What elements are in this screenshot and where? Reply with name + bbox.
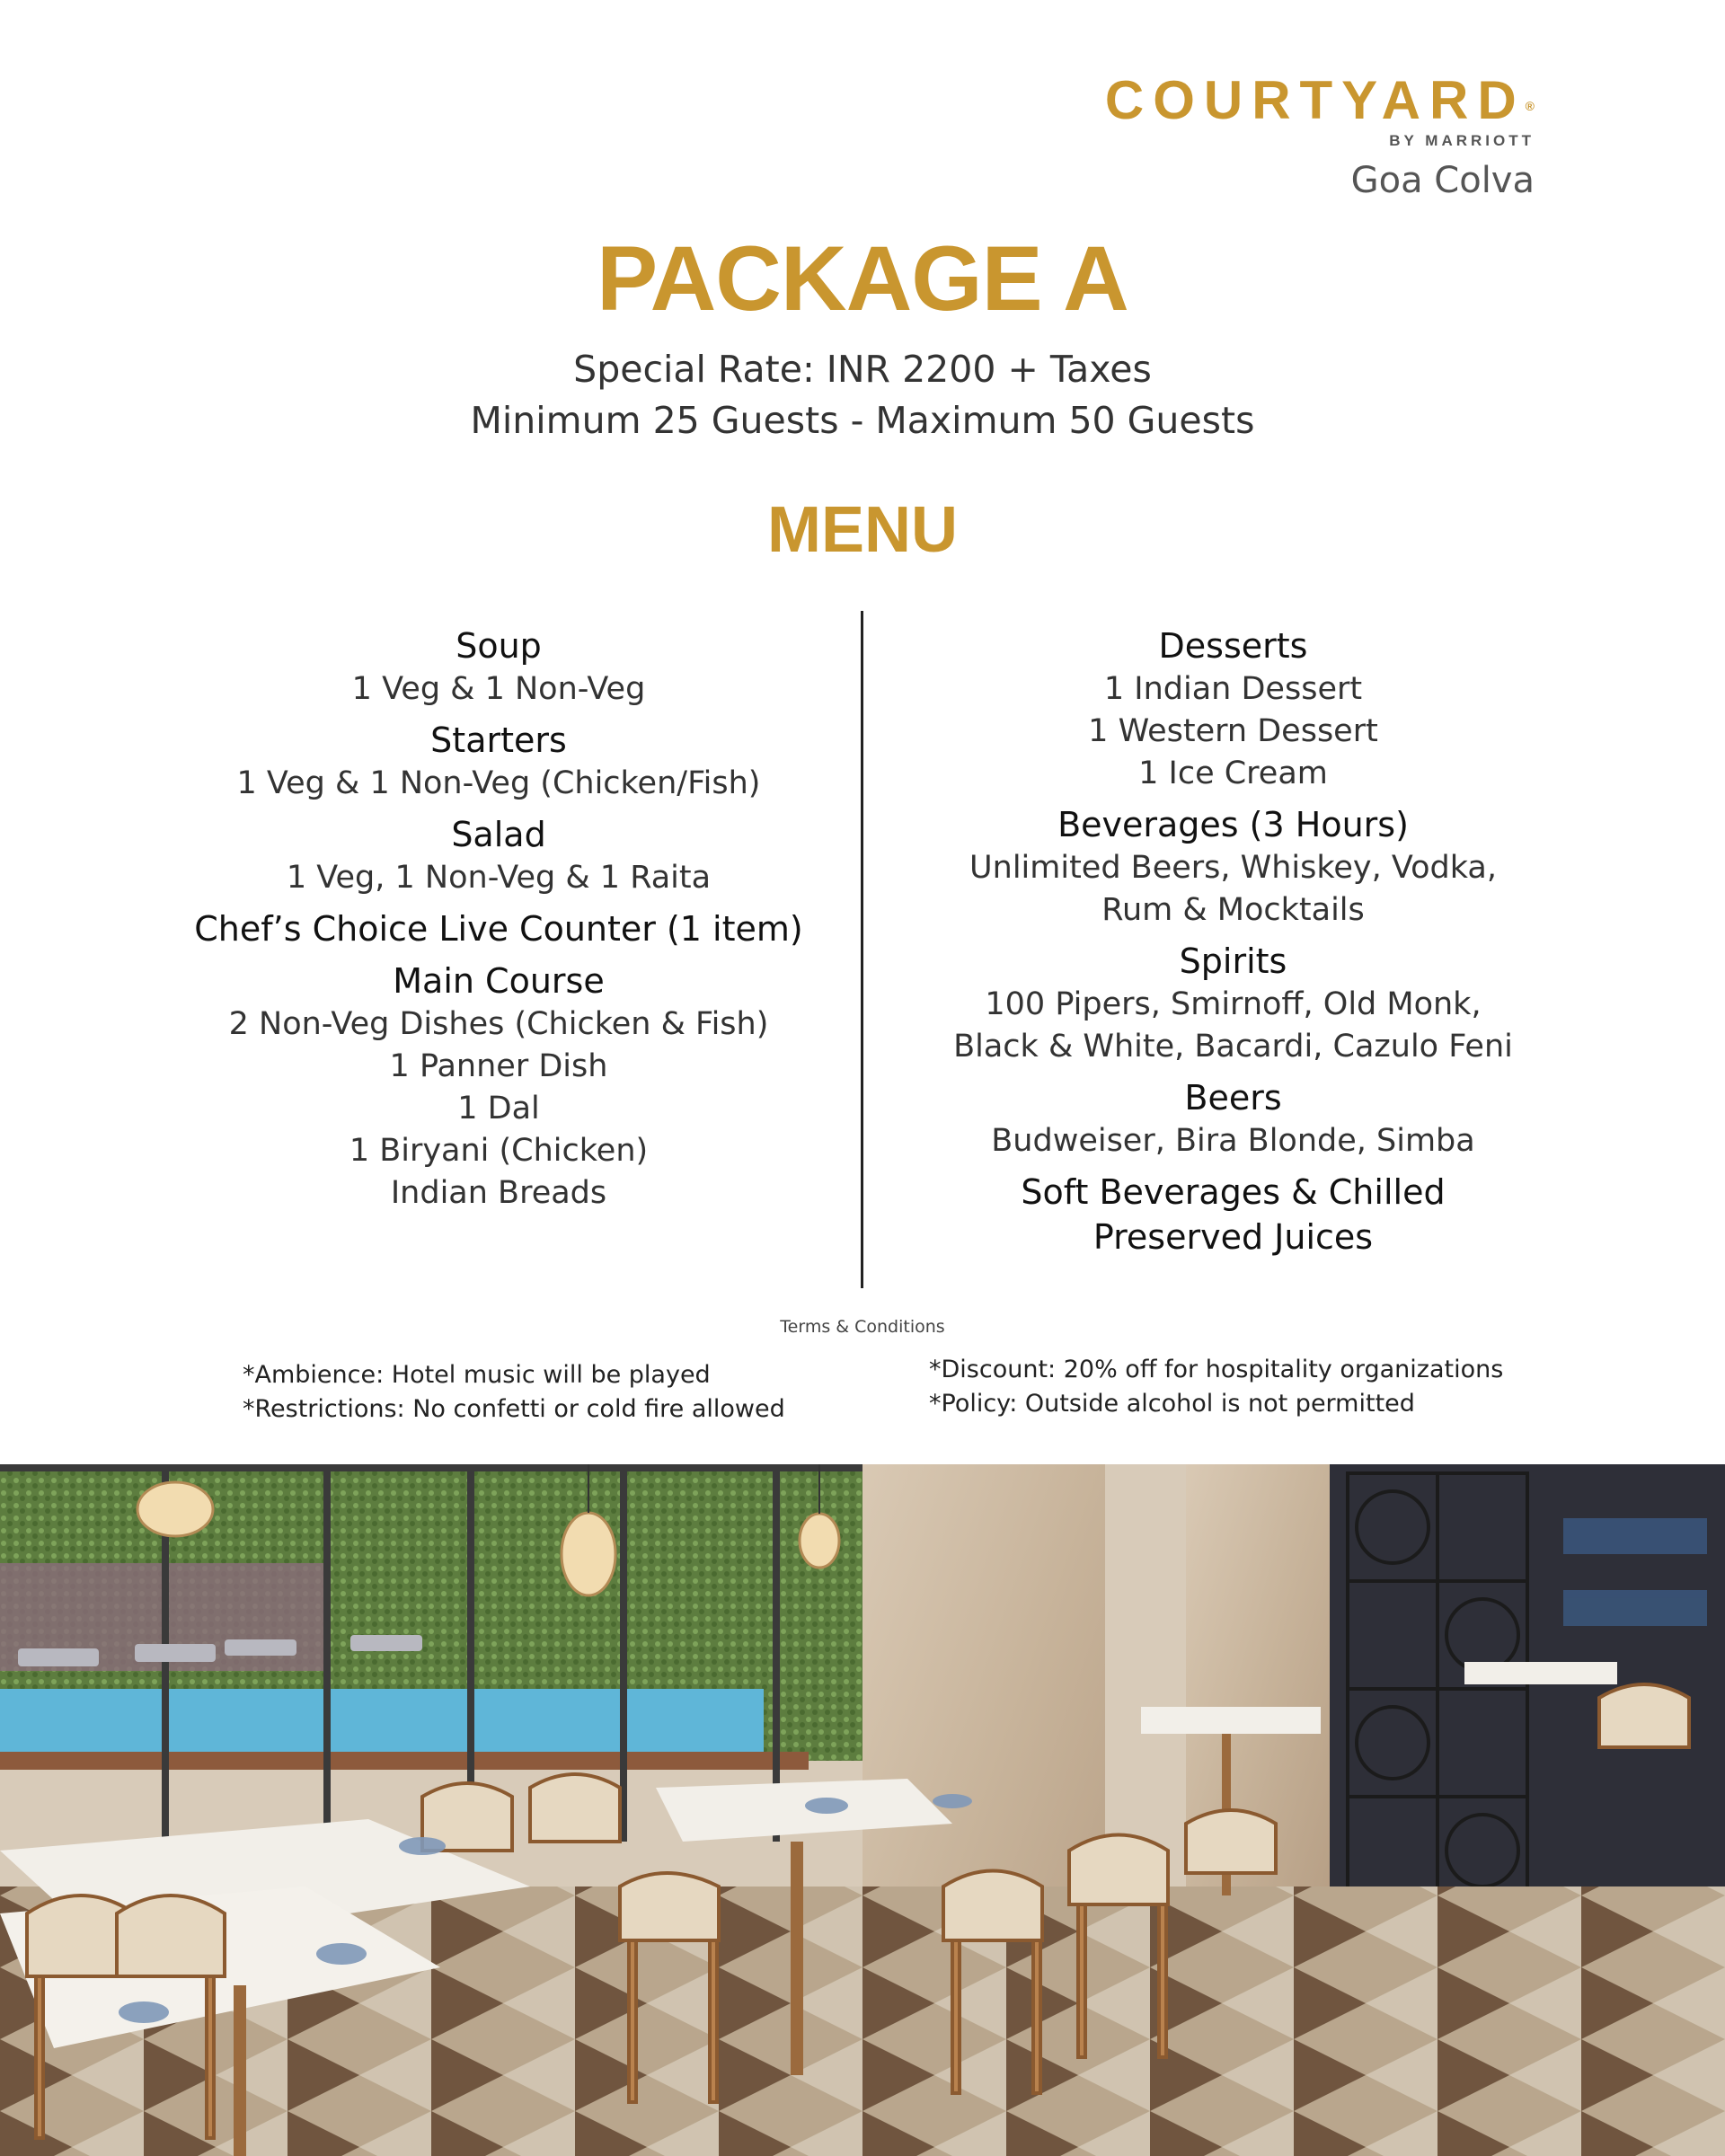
menu-section-desserts xyxy=(898,623,1568,795)
menu-section-beverages xyxy=(898,802,1568,932)
brand-name: COURTYARD® xyxy=(1104,70,1535,130)
terms-right xyxy=(929,1353,1503,1421)
section-item: Indian Breads xyxy=(390,1175,607,1211)
brand-logo xyxy=(1105,70,1535,205)
package-guests: Minimum 25 Guests - Maximum 50 Guests xyxy=(470,399,1255,442)
menu-section-soft-beverages xyxy=(898,1170,1568,1259)
section-item: Rum & Mocktails xyxy=(1101,892,1365,928)
column-divider xyxy=(861,611,863,1288)
menu-section-salad xyxy=(144,812,854,899)
section-item: 1 Veg & 1 Non-Veg xyxy=(351,671,646,707)
section-item: Budweiser, Bira Blonde, Simba xyxy=(991,1123,1475,1159)
brand-byline: BY MARRIOTT xyxy=(1389,132,1535,149)
term-item: *Policy: Outside alcohol is not permitted xyxy=(929,1390,1415,1418)
menu-section-starters xyxy=(144,718,854,805)
section-item: 1 Ice Cream xyxy=(1138,755,1328,791)
section-heading: Soft Beverages & Chilled xyxy=(1021,1172,1446,1212)
registered-mark: ® xyxy=(1525,99,1535,113)
section-heading: Main Course xyxy=(393,961,605,1001)
menu-title: MENU xyxy=(767,494,958,566)
section-item: 1 Western Dessert xyxy=(1088,713,1378,749)
section-item: 1 Indian Dessert xyxy=(1103,671,1363,707)
menu-left-column xyxy=(144,623,854,1222)
term-item: *Discount: 20% off for hospitality organizations xyxy=(929,1356,1504,1383)
package-rate: Special Rate: INR 2200 + Taxes xyxy=(573,348,1152,391)
section-item: Black & White, Bacardi, Cazulo Feni xyxy=(953,1029,1513,1065)
section-item: Unlimited Beers, Whiskey, Vodka, xyxy=(969,850,1497,886)
section-heading: Spirits xyxy=(1179,941,1287,981)
section-item: 1 Veg & 1 Non-Veg (Chicken/Fish) xyxy=(236,765,761,801)
section-heading: Salad xyxy=(451,815,546,854)
menu-section-beers xyxy=(898,1075,1568,1162)
menu-section-live-counter xyxy=(144,906,854,951)
section-heading: Chef’s Choice Live Counter (1 item) xyxy=(194,909,803,949)
section-heading: Beers xyxy=(1184,1078,1282,1118)
menu-section-spirits xyxy=(898,939,1568,1068)
term-item: *Restrictions: No confetti or cold fire allowed xyxy=(243,1395,785,1423)
section-heading: Preserved Juices xyxy=(1092,1217,1374,1257)
pool xyxy=(0,1689,764,1761)
section-heading: Desserts xyxy=(1158,626,1308,666)
section-item: 1 Dal xyxy=(457,1091,540,1127)
section-heading: Starters xyxy=(430,720,567,760)
section-item: 2 Non-Veg Dishes (Chicken & Fish) xyxy=(228,1006,769,1042)
term-item: *Ambience: Hotel music will be played xyxy=(243,1361,711,1389)
package-title: PACKAGE A xyxy=(597,227,1128,330)
brand-location: Goa Colva xyxy=(1350,160,1535,201)
section-item: 1 Biryani (Chicken) xyxy=(349,1133,649,1169)
restaurant-photo xyxy=(0,1464,1725,2156)
menu-right-column xyxy=(898,623,1568,1267)
section-item: 1 Veg, 1 Non-Veg & 1 Raita xyxy=(286,860,712,896)
terms-left xyxy=(243,1358,785,1427)
section-heading: Soup xyxy=(456,626,542,666)
section-item: 100 Pipers, Smirnoff, Old Monk, xyxy=(985,986,1482,1022)
menu-section-main-course xyxy=(144,959,854,1215)
terms-heading: Terms & Conditions xyxy=(780,1317,945,1337)
section-heading: Beverages (3 Hours) xyxy=(1057,805,1409,844)
section-item: 1 Panner Dish xyxy=(389,1048,608,1084)
menu-section-soup xyxy=(144,623,854,711)
